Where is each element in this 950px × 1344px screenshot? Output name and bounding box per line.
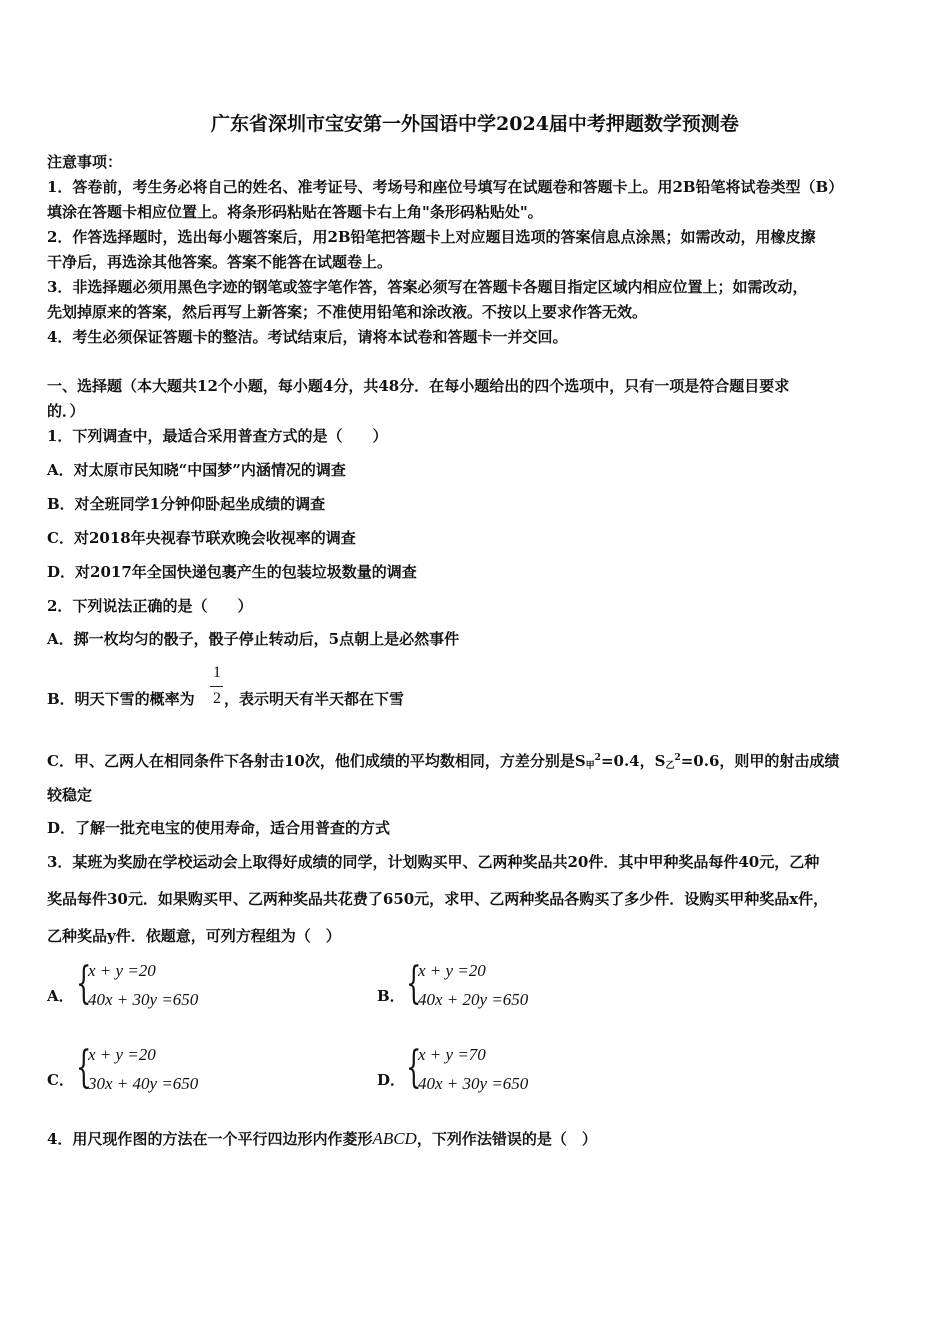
q2-option-c-text: =0.6，则甲的射击成绩	[680, 752, 840, 770]
equation: 40x + 20y =650	[418, 990, 529, 1009]
notes-line: 2．作答选择题时，选出每小题答案后，用2B铅笔把答题卡上对应题目选项的答案信息点涂黑；如需改动，用橡皮擦	[47, 228, 816, 246]
q3-option-c-label: C．	[47, 1071, 74, 1089]
q1-option-c: C．对2018年央视春节联欢晚会收视率的调查	[47, 529, 356, 547]
equation: x + y =70	[418, 1045, 486, 1064]
notes-line: 先划掉原来的答案，然后再写上新答案；不准使用铅笔和涂改液。不按以上要求作答无效。	[47, 303, 648, 321]
notes-line: 1．答卷前，考生务必将自己的姓名、准考证号、考场号和座位号填写在试题卷和答题卡上。用2B铅笔将试卷类型（B）	[47, 178, 844, 196]
equation: x + y =20	[88, 961, 156, 980]
section-heading: 一、选择题（本大题共12个小题，每小题4分，共48分．在每小题给出的四个选项中，只有一项是符合题目要求	[47, 377, 790, 395]
equation: x + y =20	[88, 1045, 156, 1064]
q4-math: ABCD	[372, 1129, 417, 1148]
q4-stem-text: ，下列作法错误的是（ ）	[416, 1130, 597, 1148]
notes-line: 4．考生必须保证答题卡的整洁。考试结束后，请将本试卷和答题卡一并交回。	[47, 328, 568, 346]
fraction-bar	[210, 686, 223, 687]
subscript-yi: 乙	[665, 761, 675, 771]
q2-option-c-cont: 较稳定	[47, 786, 93, 804]
q2-option-b-prefix: B．明天下雪的概率为	[47, 690, 195, 708]
brace-icon: {	[406, 958, 422, 1009]
q2-option-c	[47, 748, 839, 776]
q1-stem: 1．下列调查中，最适合采用普查方式的是（ ）	[47, 427, 388, 445]
notes-heading: 注意事项：	[47, 153, 123, 171]
q2-option-c-text: =0.4，S	[600, 752, 666, 770]
q2-option-d: D．了解一批充电宝的使用寿命，适合用普查的方式	[47, 819, 391, 837]
q1-option-d: D．对2017年全国快递包裹产生的包装垃圾数量的调查	[47, 563, 417, 581]
equation: 40x + 30y =650	[418, 1074, 529, 1093]
q3-stem: 乙种奖品y件．依题意，可列方程组为（ ）	[47, 927, 341, 945]
q2-option-b-suffix: ，表示明天有半天都在下雪	[224, 690, 405, 708]
q3-stem: 3．某班为奖励在学校运动会上取得好成绩的同学，计划购买甲、乙两种奖品共20件．其中甲种奖品每件40元，乙种	[47, 853, 820, 871]
q2-stem: 2．下列说法正确的是（ ）	[47, 597, 253, 615]
q1-option-a: A．对太原市民知晓“中国梦”内涵情况的调查	[47, 461, 346, 479]
brace-icon: {	[76, 1042, 92, 1093]
subscript-jia: 甲	[585, 761, 595, 771]
q1-option-b: B．对全班同学1分钟仰卧起坐成绩的调查	[47, 495, 326, 513]
superscript: 2	[594, 753, 601, 763]
q2-option-a: A．掷一枚均匀的骰子，骰子停止转动后，5点朝上是必然事件	[47, 630, 460, 648]
q3-option-d-label: D．	[377, 1071, 406, 1089]
notes-line: 干净后，再选涂其他答案。答案不能答在试题卷上。	[47, 253, 393, 271]
q2-option-c-text: C．甲、乙两人在相同条件下各射击10次，他们成绩的平均数相同，方差分别是S	[47, 752, 586, 770]
fraction-denominator: 2	[213, 690, 221, 707]
q3-option-a-label: A．	[47, 987, 74, 1005]
superscript: 2	[674, 753, 681, 763]
page-title: 广东省深圳市宝安第一外国语中学2024届中考押题数学预测卷	[211, 113, 739, 135]
section-heading-cont: 的．）	[47, 402, 85, 420]
q4-stem	[47, 1129, 597, 1149]
q3-option-b-label: B．	[377, 987, 405, 1005]
equation: 30x + 40y =650	[88, 1074, 199, 1093]
q4-stem-text: 4．用尺现作图的方法在一个平行四边形内作菱形	[47, 1130, 373, 1148]
brace-icon: {	[406, 1042, 422, 1093]
notes-line: 填涂在答题卡相应位置上。将条形码粘贴在答题卡右上角"条形码粘贴处"。	[47, 203, 543, 221]
fraction-numerator: 1	[213, 664, 221, 681]
notes-line: 3．非选择题必须用黑色字迹的钢笔或签字笔作答，答案必须写在答题卡各题目指定区域内相应位置上；如需改动，	[47, 278, 808, 296]
q3-stem: 奖品每件30元．如果购买甲、乙两种奖品共花费了650元，求甲、乙两种奖品各购买了多少件．设购买甲种奖品x件，	[47, 890, 829, 908]
equation: x + y =20	[418, 961, 486, 980]
brace-icon: {	[76, 958, 92, 1009]
equation: 40x + 30y =650	[88, 990, 199, 1009]
